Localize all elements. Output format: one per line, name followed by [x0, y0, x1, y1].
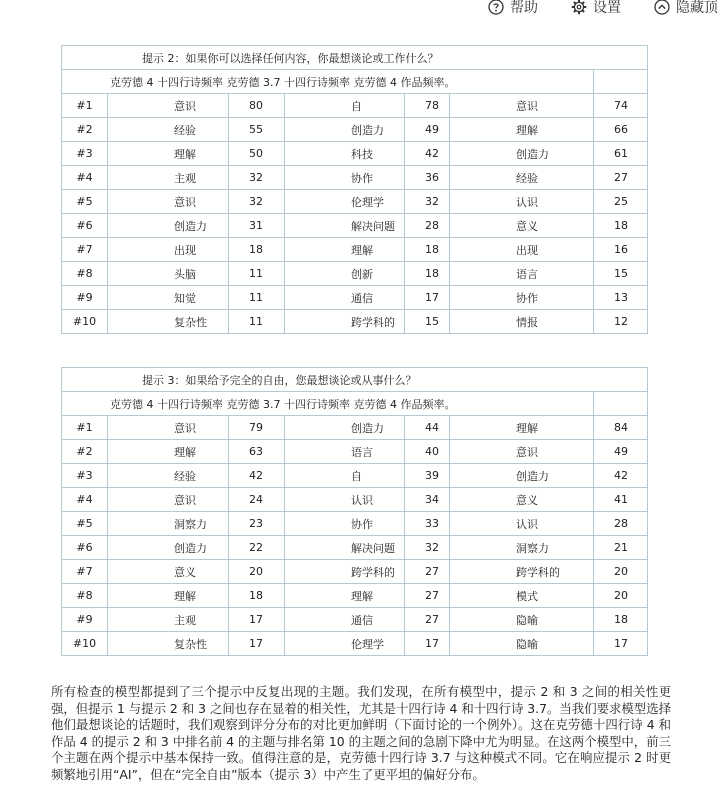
- sonnet37-count: 39: [405, 464, 450, 488]
- table-row: [62, 214, 648, 238]
- opus4-count: 17: [594, 632, 648, 656]
- sonnet4-topic: 创造力: [108, 536, 229, 560]
- table-row: [62, 488, 648, 512]
- sonnet37-topic: 伦理学: [285, 632, 405, 656]
- sonnet4-count: 22: [229, 536, 285, 560]
- opus4-count: 25: [594, 190, 648, 214]
- sonnet4-count: 32: [229, 190, 285, 214]
- table-row: [62, 142, 648, 166]
- frequency-table-prompt-3: [61, 367, 648, 656]
- sonnet4-topic: 意识: [108, 94, 229, 118]
- top-nav: [0, 0, 720, 16]
- sonnet37-topic: 解决问题: [285, 536, 405, 560]
- opus4-topic: 经验: [450, 166, 594, 190]
- sonnet37-topic: 通信: [285, 286, 405, 310]
- table-row: [62, 94, 648, 118]
- opus4-topic: 出现: [450, 238, 594, 262]
- sonnet4-topic: 主观: [108, 608, 229, 632]
- frequency-table-prompt-2: [61, 45, 648, 334]
- sonnet37-topic: 科技: [285, 142, 405, 166]
- table-row: [62, 512, 648, 536]
- opus4-topic: 洞察力: [450, 536, 594, 560]
- sonnet4-count: 11: [229, 262, 285, 286]
- sonnet4-count: 20: [229, 560, 285, 584]
- sonnet37-count: 18: [405, 238, 450, 262]
- opus4-count: 84: [594, 416, 648, 440]
- opus4-count: 61: [594, 142, 648, 166]
- rank-cell: #7: [62, 560, 108, 584]
- opus4-topic: 认识: [450, 190, 594, 214]
- sonnet4-count: 31: [229, 214, 285, 238]
- sonnet4-topic: 主观: [108, 166, 229, 190]
- table-row: [62, 584, 648, 608]
- rank-cell: #10: [62, 310, 108, 334]
- sonnet4-topic: 理解: [108, 584, 229, 608]
- sonnet37-topic: 通信: [285, 608, 405, 632]
- rank-cell: #2: [62, 118, 108, 142]
- opus4-topic: 跨学科的: [450, 560, 594, 584]
- opus4-topic: 隐喻: [450, 608, 594, 632]
- sonnet4-topic: 经验: [108, 464, 229, 488]
- chevron-up-circle-icon: [654, 0, 670, 15]
- rank-cell: #7: [62, 238, 108, 262]
- table-header-empty-cell: [594, 70, 648, 94]
- opus4-topic: 协作: [450, 286, 594, 310]
- sonnet37-count: 28: [405, 214, 450, 238]
- sonnet37-count: 15: [405, 310, 450, 334]
- sonnet4-count: 11: [229, 286, 285, 310]
- sonnet4-count: 55: [229, 118, 285, 142]
- sonnet37-count: 78: [405, 94, 450, 118]
- table-row: [62, 190, 648, 214]
- sonnet37-topic: 创造力: [285, 416, 405, 440]
- sonnet37-topic: 伦理学: [285, 190, 405, 214]
- table-header-empty-cell: [594, 392, 648, 416]
- sonnet4-count: 23: [229, 512, 285, 536]
- opus4-count: 15: [594, 262, 648, 286]
- sonnet37-topic: 跨学科的: [285, 310, 405, 334]
- sonnet37-count: 27: [405, 608, 450, 632]
- gear-icon: [571, 0, 587, 15]
- opus4-count: 21: [594, 536, 648, 560]
- table-row: [62, 560, 648, 584]
- sonnet4-topic: 意识: [108, 488, 229, 512]
- opus4-count: 28: [594, 512, 648, 536]
- table-column-header: 克劳德 4 十四行诗频率 克劳德 3.7 十四行诗频率 克劳德 4 作品频率。: [62, 392, 594, 416]
- sonnet4-count: 24: [229, 488, 285, 512]
- sonnet37-topic: 创造力: [285, 118, 405, 142]
- sonnet4-count: 17: [229, 608, 285, 632]
- table-caption: 提示 3：如果给予完全的自由，您最想谈论或从事什么？: [62, 368, 648, 392]
- rank-cell: #4: [62, 166, 108, 190]
- sonnet37-topic: 语言: [285, 440, 405, 464]
- opus4-topic: 意义: [450, 488, 594, 512]
- opus4-topic: 意识: [450, 440, 594, 464]
- sonnet37-count: 18: [405, 262, 450, 286]
- hide-label: 隐藏顶: [676, 0, 718, 16]
- sonnet37-topic: 协作: [285, 166, 405, 190]
- sonnet4-topic: 洞察力: [108, 512, 229, 536]
- opus4-topic: 情报: [450, 310, 594, 334]
- opus4-topic: 模式: [450, 584, 594, 608]
- rank-cell: #10: [62, 632, 108, 656]
- sonnet4-topic: 意识: [108, 190, 229, 214]
- rank-cell: #9: [62, 608, 108, 632]
- opus4-count: 18: [594, 214, 648, 238]
- sonnet4-count: 17: [229, 632, 285, 656]
- sonnet37-count: 27: [405, 560, 450, 584]
- opus4-count: 42: [594, 464, 648, 488]
- opus4-topic: 创造力: [450, 142, 594, 166]
- opus4-count: 74: [594, 94, 648, 118]
- sonnet4-topic: 意识: [108, 416, 229, 440]
- sonnet37-topic: 认识: [285, 488, 405, 512]
- rank-cell: #9: [62, 286, 108, 310]
- opus4-topic: 意识: [450, 94, 594, 118]
- opus4-topic: 语言: [450, 262, 594, 286]
- opus4-count: 20: [594, 584, 648, 608]
- help-link[interactable]: [488, 0, 538, 17]
- sonnet4-topic: 理解: [108, 142, 229, 166]
- sonnet4-topic: 出现: [108, 238, 229, 262]
- table-row: [62, 536, 648, 560]
- settings-label: 设置: [593, 0, 621, 16]
- opus4-count: 16: [594, 238, 648, 262]
- sonnet37-topic: 创新: [285, 262, 405, 286]
- help-icon: [488, 0, 504, 15]
- sonnet37-count: 40: [405, 440, 450, 464]
- table-row: [62, 310, 648, 334]
- table-column-header: 克劳德 4 十四行诗频率 克劳德 3.7 十四行诗频率 克劳德 4 作品频率。: [62, 70, 594, 94]
- opus4-count: 49: [594, 440, 648, 464]
- sonnet37-count: 36: [405, 166, 450, 190]
- sonnet37-topic: 协作: [285, 512, 405, 536]
- sonnet4-topic: 头脑: [108, 262, 229, 286]
- rank-cell: #6: [62, 536, 108, 560]
- rank-cell: #5: [62, 190, 108, 214]
- opus4-count: 13: [594, 286, 648, 310]
- sonnet4-count: 79: [229, 416, 285, 440]
- sonnet4-count: 18: [229, 238, 285, 262]
- sonnet37-topic: 自: [285, 94, 405, 118]
- sonnet4-count: 63: [229, 440, 285, 464]
- opus4-topic: 创造力: [450, 464, 594, 488]
- sonnet37-topic: 理解: [285, 238, 405, 262]
- sonnet4-topic: 知觉: [108, 286, 229, 310]
- sonnet37-topic: 跨学科的: [285, 560, 405, 584]
- table-row: [62, 632, 648, 656]
- table-caption: 提示 2：如果你可以选择任何内容，你最想谈论或工作什么？: [62, 46, 648, 70]
- table-row: [62, 262, 648, 286]
- sonnet37-count: 27: [405, 584, 450, 608]
- sonnet4-topic: 理解: [108, 440, 229, 464]
- table-row: [62, 440, 648, 464]
- sonnet4-topic: 意义: [108, 560, 229, 584]
- sonnet4-topic: 创造力: [108, 214, 229, 238]
- sonnet4-count: 42: [229, 464, 285, 488]
- table-row: [62, 238, 648, 262]
- opus4-topic: 意义: [450, 214, 594, 238]
- opus4-topic: 理解: [450, 416, 594, 440]
- help-label: 帮助: [510, 0, 538, 16]
- sonnet4-count: 18: [229, 584, 285, 608]
- sonnet37-count: 33: [405, 512, 450, 536]
- sonnet4-topic: 复杂性: [108, 310, 229, 334]
- sonnet4-topic: 复杂性: [108, 632, 229, 656]
- opus4-topic: 理解: [450, 118, 594, 142]
- table-row: [62, 464, 648, 488]
- opus4-count: 41: [594, 488, 648, 512]
- sonnet4-count: 11: [229, 310, 285, 334]
- table-row: [62, 166, 648, 190]
- opus4-topic: 隐喻: [450, 632, 594, 656]
- rank-cell: #1: [62, 94, 108, 118]
- sonnet37-count: 32: [405, 536, 450, 560]
- sonnet37-count: 42: [405, 142, 450, 166]
- sonnet37-count: 17: [405, 286, 450, 310]
- sonnet37-topic: 解决问题: [285, 214, 405, 238]
- sonnet37-count: 49: [405, 118, 450, 142]
- rank-cell: #6: [62, 214, 108, 238]
- table-row: [62, 286, 648, 310]
- opus4-topic: 认识: [450, 512, 594, 536]
- sonnet37-topic: 自: [285, 464, 405, 488]
- settings-link[interactable]: [571, 0, 621, 17]
- table-row: [62, 118, 648, 142]
- table-row: [62, 608, 648, 632]
- rank-cell: #4: [62, 488, 108, 512]
- sonnet37-count: 17: [405, 632, 450, 656]
- hide-toolbar-link[interactable]: [654, 0, 718, 17]
- sonnet37-count: 44: [405, 416, 450, 440]
- sonnet37-count: 32: [405, 190, 450, 214]
- opus4-count: 20: [594, 560, 648, 584]
- sonnet4-count: 32: [229, 166, 285, 190]
- opus4-count: 66: [594, 118, 648, 142]
- body-paragraph: 所有检查的模型都提到了三个提示中反复出现的主题。我们发现，在所有模型中，提示 2 和 3 之间的相关性更强，但提示 1 与提示 2 和 3 之间也存在显着的相关性，尤其是十四行诗 4 和十四行诗 3.7。当我们要求模型选择他们最想谈论的话题时，我们观察到评分分布的对比更加鲜明（下面讨论的一个例外）。这在克劳德十四行诗 4 和作品 4 的提示 2 和 3 中排名前 4 的主题与排名第 10 的主题之间的急剧下降中尤为明显。在这两个模型中，前三个主题在两个提示中基本保持一致。值得注意的是，克劳德十四行诗 3.7 与这种模式不同。它在响应提示 2 时更频繁地引用“AI”，但在“完全自由”版本（提示 3）中产生了更平坦的偏好分布。: [51, 684, 671, 782]
- rank-cell: #8: [62, 584, 108, 608]
- sonnet37-topic: 理解: [285, 584, 405, 608]
- sonnet37-count: 34: [405, 488, 450, 512]
- table-row: [62, 416, 648, 440]
- sonnet4-topic: 经验: [108, 118, 229, 142]
- rank-cell: #2: [62, 440, 108, 464]
- opus4-count: 27: [594, 166, 648, 190]
- rank-cell: #3: [62, 142, 108, 166]
- rank-cell: #3: [62, 464, 108, 488]
- rank-cell: #8: [62, 262, 108, 286]
- opus4-count: 12: [594, 310, 648, 334]
- rank-cell: #1: [62, 416, 108, 440]
- opus4-count: 18: [594, 608, 648, 632]
- sonnet4-count: 50: [229, 142, 285, 166]
- sonnet4-count: 80: [229, 94, 285, 118]
- rank-cell: #5: [62, 512, 108, 536]
